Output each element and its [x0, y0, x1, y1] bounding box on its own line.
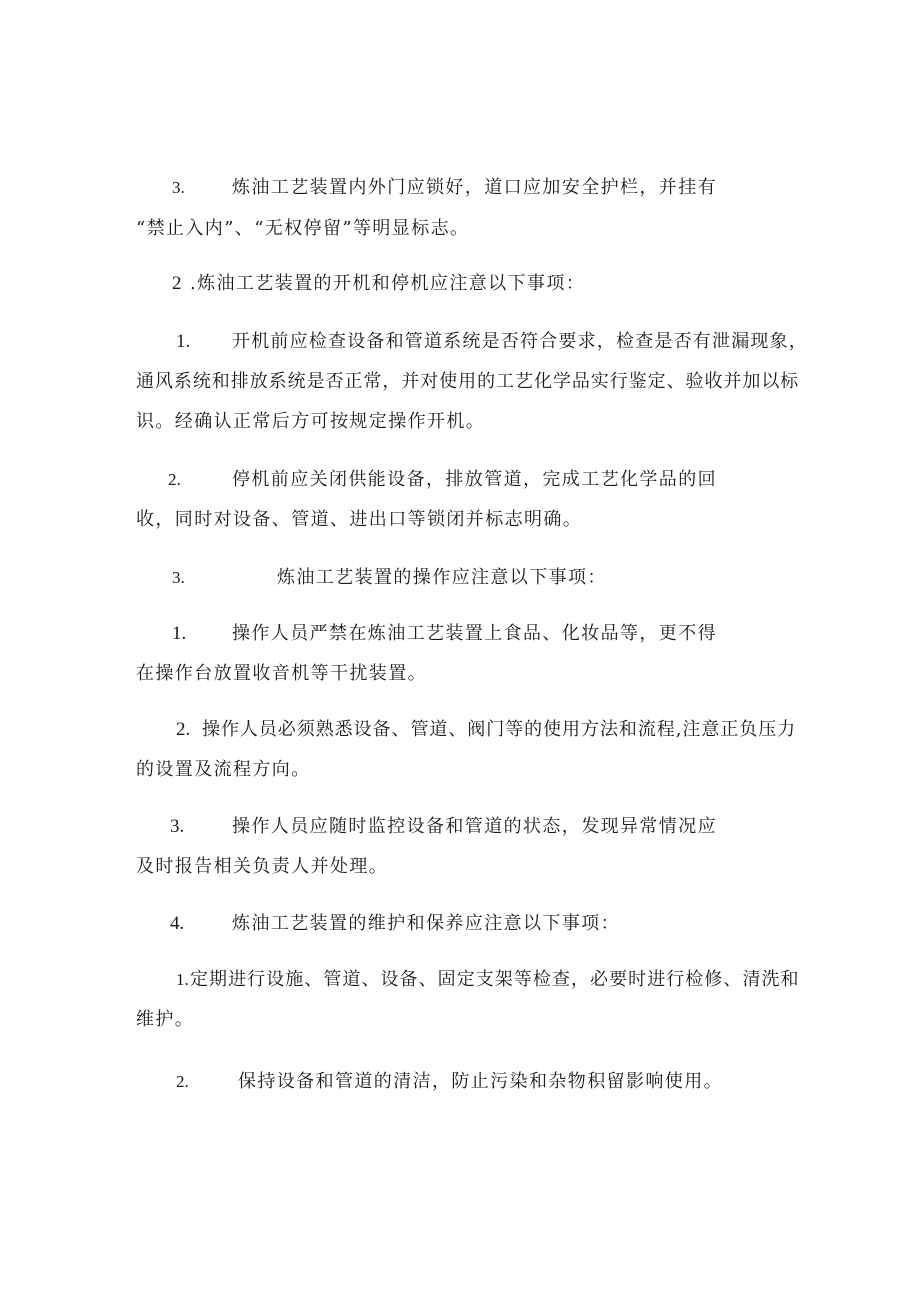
paragraph-line: 开机前应检查设备和管道系统是否符合要求，检查是否有泄漏现象，	[232, 331, 808, 352]
item-number: 3.	[172, 178, 185, 197]
item-number: 2.	[176, 1072, 189, 1091]
paragraph-line: 操作人员严禁在炼油工艺装置上食品、化妆品等，更不得	[232, 623, 717, 644]
paragraph-line: 维护。	[136, 1009, 195, 1030]
paragraph-line: 识。经确认正常后方可按规定操作开机。	[136, 411, 486, 432]
section-heading: .炼油工艺装置的开机和停机应注意以下事项：	[190, 273, 586, 294]
item-number: 4.	[170, 913, 185, 934]
paragraph-line: 在操作台放置收音机等干扰装置。	[136, 663, 427, 684]
item-number: 1.	[172, 623, 187, 644]
section-heading: 炼油工艺装置的维护和保养应注意以下事项：	[232, 913, 620, 934]
item-number: 3.	[172, 568, 185, 587]
paragraph-line: 定期进行设施、管道、设备、固定支架等检查，必要时进行检修、清洗和	[190, 969, 800, 990]
paragraph-line: 的设置及流程方向。	[136, 759, 311, 780]
paragraph-line: 保持设备和管道的清洁，防止污染和杂物积留影响使用。	[238, 1071, 723, 1092]
item-number: 3.	[170, 816, 185, 837]
item-number: 2.	[168, 470, 181, 489]
paragraph-line: 操作人员应随时监控设备和管道的状态，发现异常情况应	[232, 816, 717, 837]
item-number: 2	[172, 273, 182, 294]
paragraph-line: 通风系统和排放系统是否正常，并对使用的工艺化学品实行鉴定、验收并加以标	[136, 371, 800, 392]
paragraph-line: “禁止入内”、“无权停留”等明显标志。	[136, 218, 470, 239]
item-number: 2.	[176, 719, 191, 740]
paragraph-line: 收，同时对设备、管道、进出口等锁闭并标志明确。	[136, 509, 583, 530]
item-number: 1.	[176, 970, 189, 989]
paragraph-line: 停机前应关闭供能设备，排放管道，完成工艺化学品的回	[232, 469, 717, 490]
section-heading: 炼油工艺装置的操作应注意以下事项：	[277, 567, 607, 588]
paragraph-line: 炼油工艺装置内外门应锁好，道口应加安全护栏，并挂有	[232, 177, 717, 198]
paragraph-line: 及时报告相关负责人并处理。	[136, 856, 389, 877]
paragraph-line: 操作人员必须熟悉设备、管道、阀门等的使用方法和流程,注意正负压力	[202, 719, 797, 740]
item-number: 1.	[176, 331, 191, 352]
